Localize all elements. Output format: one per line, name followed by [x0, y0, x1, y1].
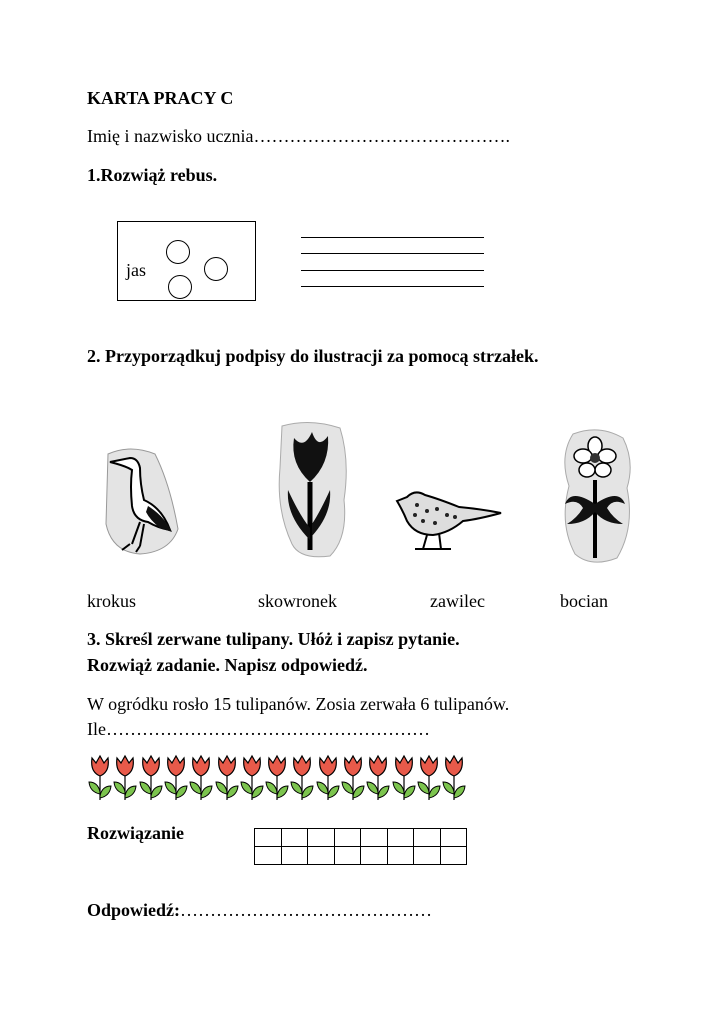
answer-label: Odpowiedź: — [87, 900, 181, 920]
worksheet-title: KARTA PRACY C — [87, 88, 234, 108]
grid-cell[interactable] — [281, 829, 308, 847]
tulip-icon[interactable] — [139, 754, 163, 804]
task2-heading: 2. Przyporządkuj podpisy do ilustracji za pomocą strzałek. — [87, 346, 539, 366]
rebus-circle — [166, 240, 190, 264]
grid-cell[interactable] — [361, 847, 388, 865]
rebus-answer-line[interactable] — [301, 286, 484, 287]
grid-cell[interactable] — [414, 829, 441, 847]
answer-line[interactable] — [87, 899, 432, 921]
grid-cell[interactable] — [334, 829, 361, 847]
skylark-illustration[interactable] — [393, 487, 503, 557]
tulip-icon[interactable] — [265, 754, 289, 804]
tulip-icon[interactable] — [442, 754, 466, 804]
grid-cell[interactable] — [334, 847, 361, 865]
answer-dots[interactable]: …………………………………… — [180, 900, 433, 920]
caption-zawilec[interactable]: zawilec — [430, 591, 485, 611]
tulip-icon[interactable] — [215, 754, 239, 804]
grid-cell[interactable] — [255, 847, 282, 865]
tulip-icon[interactable] — [88, 754, 112, 804]
grid-cell[interactable] — [308, 847, 335, 865]
caption-bocian[interactable]: bocian — [560, 591, 608, 611]
rebus-answer-line[interactable] — [301, 270, 484, 271]
task3-heading-line2: Rozwiąż zadanie. Napisz odpowiedź. — [87, 655, 368, 675]
grid-cell[interactable] — [440, 829, 467, 847]
grid-cell[interactable] — [387, 829, 414, 847]
caption-krokus[interactable]: krokus — [87, 591, 136, 611]
rebus-circle — [204, 257, 228, 281]
crocus-illustration[interactable] — [270, 420, 352, 560]
rebus-text: jas — [126, 260, 146, 280]
grid-cell[interactable] — [387, 847, 414, 865]
grid-cell[interactable] — [414, 847, 441, 865]
task1-heading: 1.Rozwiąż rebus. — [87, 165, 218, 185]
caption-skowronek[interactable]: skowronek — [258, 591, 337, 611]
student-name-line[interactable]: Imię i nazwisko ucznia……………………………………. — [87, 126, 510, 146]
tulip-icon[interactable] — [392, 754, 416, 804]
rebus-answer-line[interactable] — [301, 253, 484, 254]
tulip-icon[interactable] — [164, 754, 188, 804]
tulip-icon[interactable] — [189, 754, 213, 804]
solution-grid[interactable] — [254, 828, 467, 865]
stork-illustration[interactable] — [100, 444, 180, 556]
tulip-icon[interactable] — [290, 754, 314, 804]
tulip-icon[interactable] — [240, 754, 264, 804]
grid-cell[interactable] — [440, 847, 467, 865]
grid-cell[interactable] — [361, 829, 388, 847]
rebus-circle — [168, 275, 192, 299]
tulip-icon[interactable] — [417, 754, 441, 804]
rebus-box — [117, 221, 256, 301]
solution-label: Rozwiązanie — [87, 823, 184, 843]
anemone-illustration[interactable] — [555, 428, 635, 566]
grid-cell[interactable] — [255, 829, 282, 847]
grid-cell[interactable] — [281, 847, 308, 865]
grid-cell[interactable] — [308, 829, 335, 847]
tulip-icon[interactable] — [113, 754, 137, 804]
tulip-icon[interactable] — [366, 754, 390, 804]
question-line[interactable]: Ile……………………………………………… — [87, 719, 430, 739]
tulip-icon[interactable] — [341, 754, 365, 804]
task3-heading-line1: 3. Skreśl zerwane tulipany. Ułóż i zapisz pytanie. — [87, 629, 460, 649]
rebus-answer-line[interactable] — [301, 237, 484, 238]
tulip-icon[interactable] — [316, 754, 340, 804]
word-problem-text: W ogródku rosło 15 tulipanów. Zosia zerwała 6 tulipanów. — [87, 694, 510, 714]
